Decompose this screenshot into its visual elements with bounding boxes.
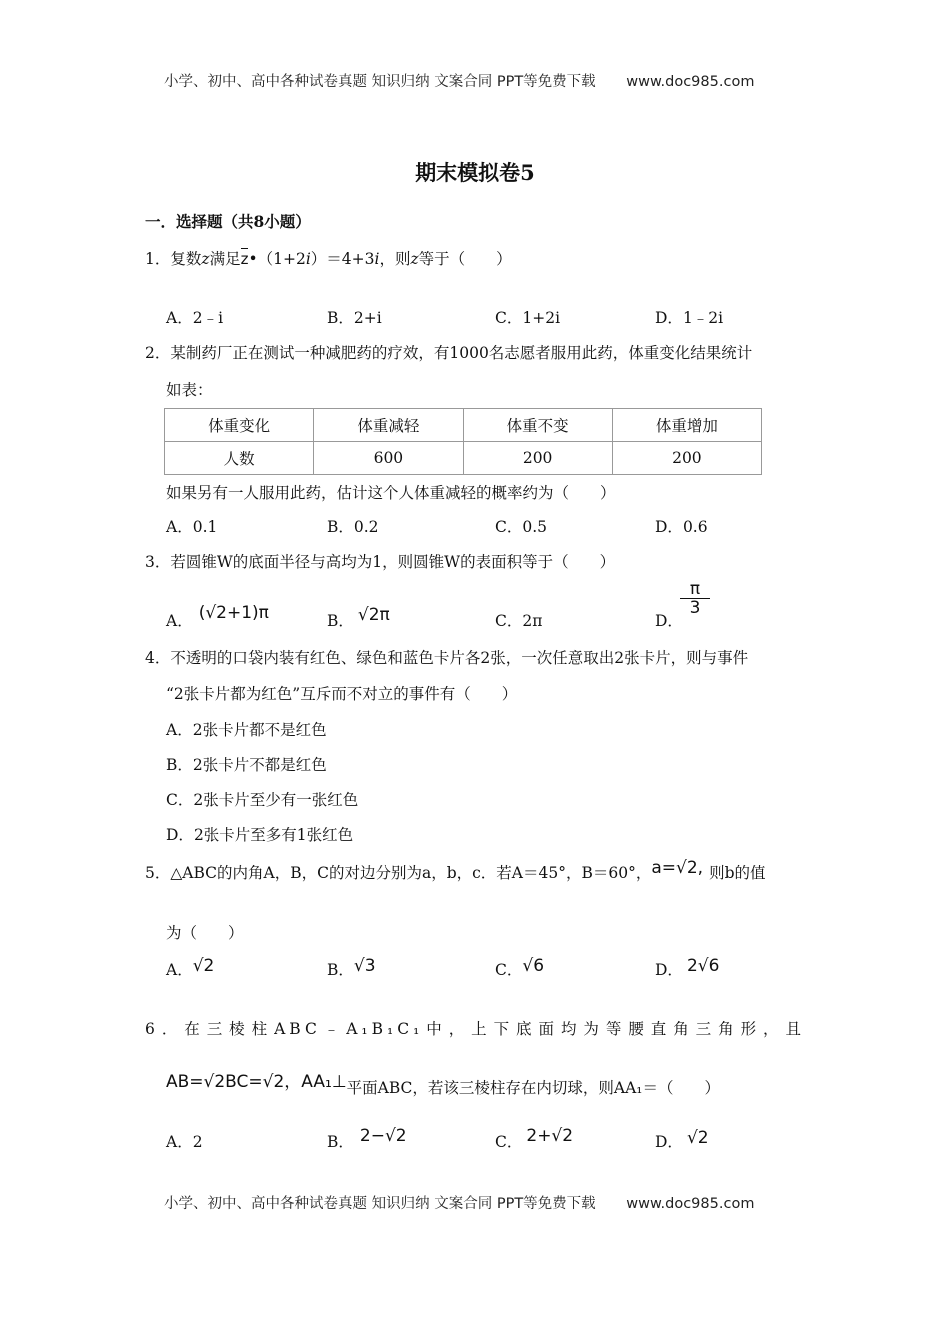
q6-option-a[interactable]: A．2 xyxy=(166,1133,203,1151)
page-footer xyxy=(164,1192,754,1213)
q5-option-a[interactable]: A．√2 xyxy=(166,956,215,979)
q6-option-c[interactable]: C． 2+√2 xyxy=(495,1126,574,1151)
section-heading: 一．选择题（共8小题） xyxy=(145,212,311,231)
question-4-line2: “2张卡片都为红色”互斥而不对立的事件有（ ） xyxy=(166,685,518,703)
header-url[interactable]: www.doc985.com xyxy=(626,74,755,90)
table-cell: 体重减轻 xyxy=(314,409,463,442)
q1-option-d[interactable]: D．1﹣2i xyxy=(655,309,724,327)
q6-option-d[interactable]: D． √2 xyxy=(655,1128,709,1151)
question-2-line2: 如表： xyxy=(166,381,213,399)
question-5: 5．△ABC的内角A，B，C的对边分别为a，b，c．若A＝45°，B＝60°，a=√2, 则b的值 xyxy=(145,858,766,882)
table-row xyxy=(165,442,762,475)
header-text: 小学、初中、高中各种试卷真题 知识归纳 文案合同 PPT等免费下载 xyxy=(164,74,596,90)
footer-url[interactable]: www.doc985.com xyxy=(626,1196,755,1212)
page-header xyxy=(164,70,754,91)
q3-option-c[interactable]: C．2π xyxy=(495,612,543,630)
q1-option-a[interactable]: A．2﹣i xyxy=(166,309,224,327)
table-cell: 体重增加 xyxy=(612,409,761,442)
q1-option-c[interactable]: C．1+2i xyxy=(495,309,561,327)
question-5-line2: 为（ ） xyxy=(166,924,244,942)
table-cell: 600 xyxy=(314,442,463,475)
q5-option-b[interactable]: B．√3 xyxy=(327,956,376,979)
q2-option-d[interactable]: D．0.6 xyxy=(655,518,708,536)
q4-option-c[interactable]: C．2张卡片至少有一张红色 xyxy=(166,791,359,809)
table-cell: 200 xyxy=(612,442,761,475)
q2-option-c[interactable]: C．0.5 xyxy=(495,518,548,536)
question-2: 2．某制药厂正在测试一种减肥药的疗效，有1000名志愿者服用此药，体重变化结果统计 xyxy=(145,344,753,362)
footer-text: 小学、初中、高中各种试卷真题 知识归纳 文案合同 PPT等免费下载 xyxy=(164,1196,596,1212)
q4-option-b[interactable]: B．2张卡片不都是红色 xyxy=(166,756,327,774)
q2-option-b[interactable]: B．0.2 xyxy=(327,518,379,536)
question-6: 6．在三棱柱ABC﹣A₁B₁C₁中，上下底面均为等腰直角三角形，且 xyxy=(145,1020,805,1038)
weight-change-table xyxy=(164,408,762,475)
table-cell: 体重不变 xyxy=(463,409,612,442)
q1-option-b[interactable]: B．2+i xyxy=(327,309,382,327)
q5-option-c[interactable]: C．√6 xyxy=(495,956,545,979)
question-6-line2: AB=√2BC=√2，AA₁⊥平面ABC，若该三棱柱存在内切球，则AA₁＝（ ） xyxy=(166,1072,721,1097)
question-2-line3: 如果另有一人服用此药，估计这个人体重减轻的概率约为（ ） xyxy=(166,484,616,502)
q3-option-b[interactable]: B． √2π xyxy=(327,605,390,630)
table-cell: 人数 xyxy=(165,442,314,475)
q6-option-b[interactable]: B． 2−√2 xyxy=(327,1126,407,1151)
q4-option-a[interactable]: A．2张卡片都不是红色 xyxy=(166,721,327,739)
question-1: 1．复数z满足z•（1+2i）＝4+3i，则z等于（ ） xyxy=(145,250,512,268)
table-cell: 体重变化 xyxy=(165,409,314,442)
q3-option-a[interactable]: A． (√2+1)π xyxy=(166,603,269,630)
table-header-row xyxy=(165,409,762,442)
q5-option-d[interactable]: D． 2√6 xyxy=(655,956,720,979)
q3-option-d-fraction: π 3 xyxy=(680,580,710,617)
question-3: 3．若圆锥W的底面半径与高均为1，则圆锥W的表面积等于（ ） xyxy=(145,553,616,571)
question-4: 4．不透明的口袋内装有红色、绿色和蓝色卡片各2张，一次任意取出2张卡片，则与事件 xyxy=(145,649,749,667)
page-title: 期末模拟卷5 xyxy=(415,160,535,185)
q2-option-a[interactable]: A．0.1 xyxy=(166,518,218,536)
q3-option-d[interactable]: D． xyxy=(655,612,683,630)
table-cell: 200 xyxy=(463,442,612,475)
q4-option-d[interactable]: D．2张卡片至多有1张红色 xyxy=(166,826,354,844)
